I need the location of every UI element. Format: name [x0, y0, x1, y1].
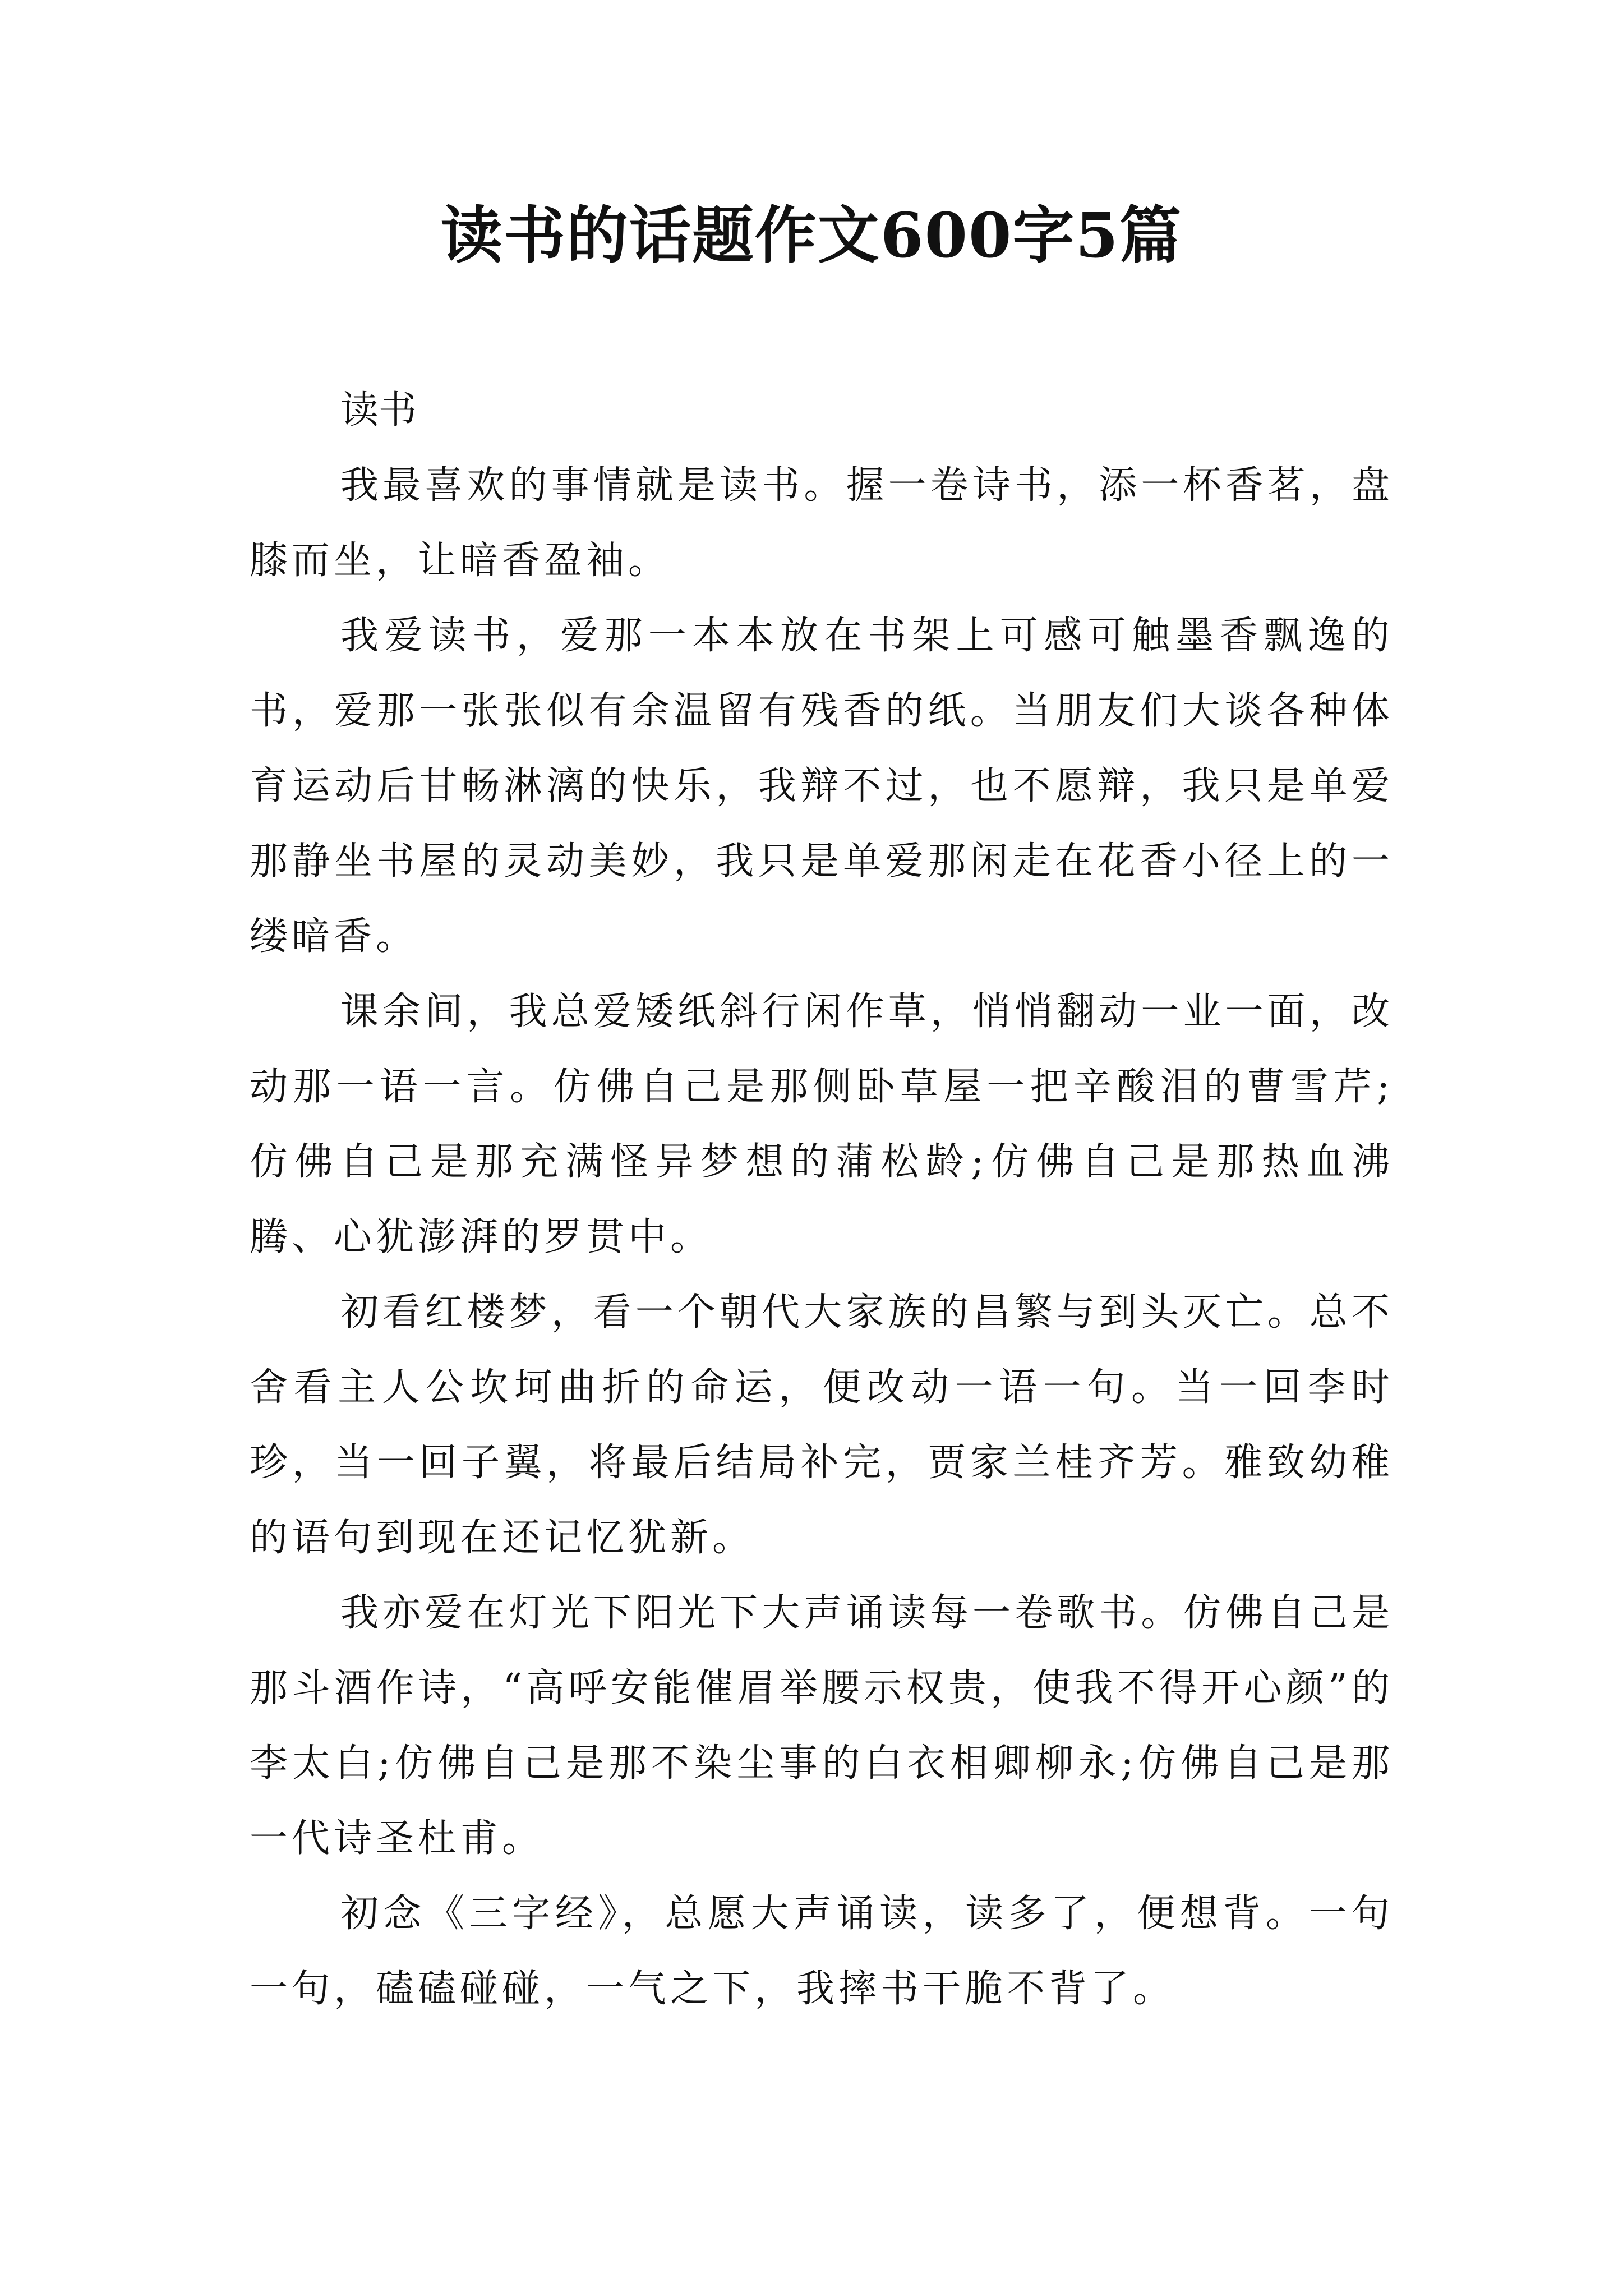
paragraph-3: 课余间，我总爱矮纸斜行闲作草，悄悄翻动一业一面，改动那一语一言。仿佛自己是那侧卧草屋一把辛酸泪的曹雪芹;仿佛自己是那充满怪异梦想的蒲松龄;仿佛自己是那热血沸腾、心犹澎湃的罗贯中。 — [250, 990, 1394, 1259]
paragraph-4: 初看红楼梦，看一个朝代大家族的昌繁与到头灭亡。总不舍看主人公坎坷曲折的命运，便改动一语一句。当一回李时珍，当一回子翼，将最后结局补完，贾家兰桂齐芳。雅致幼稚的语句到现在还记忆犹新。 — [250, 1290, 1394, 1560]
paragraph-1: 我最喜欢的事情就是读书。握一卷诗书，添一杯香茗，盘膝而坐，让暗香盈袖。 — [250, 463, 1394, 583]
section-heading: 读书 — [340, 388, 417, 432]
paragraph-2: 我爱读书，爱那一本本放在书架上可感可触墨香飘逸的书，爱那一张张似有余温留有残香的纸。当朋友们大谈各种体育运动后甘畅淋漓的快乐，我辩不过，也不愿辩，我只是单爱那静坐书屋的灵动美妙，我只是单爱那闲走在花香小径上的一缕暗香。 — [250, 614, 1394, 959]
document-body — [250, 373, 1394, 2027]
paragraph-5: 我亦爱在灯光下阳光下大声诵读每一卷歌书。仿佛自己是那斗酒作诗，“高呼安能催眉举腰示权贵，使我不得开心颜”的李太白;仿佛自己是那不染尘事的白衣相卿柳永;仿佛自己是那一代诗圣杜甫。 — [250, 1591, 1394, 1861]
paragraph-6: 初念《三字经》，总愿大声诵读，读多了，便想背。一句一句，磕磕碰碰，一气之下，我摔书干脆不背了。 — [250, 1892, 1394, 2011]
document-title: 读书的话题作文600字5篇 — [440, 199, 1183, 272]
